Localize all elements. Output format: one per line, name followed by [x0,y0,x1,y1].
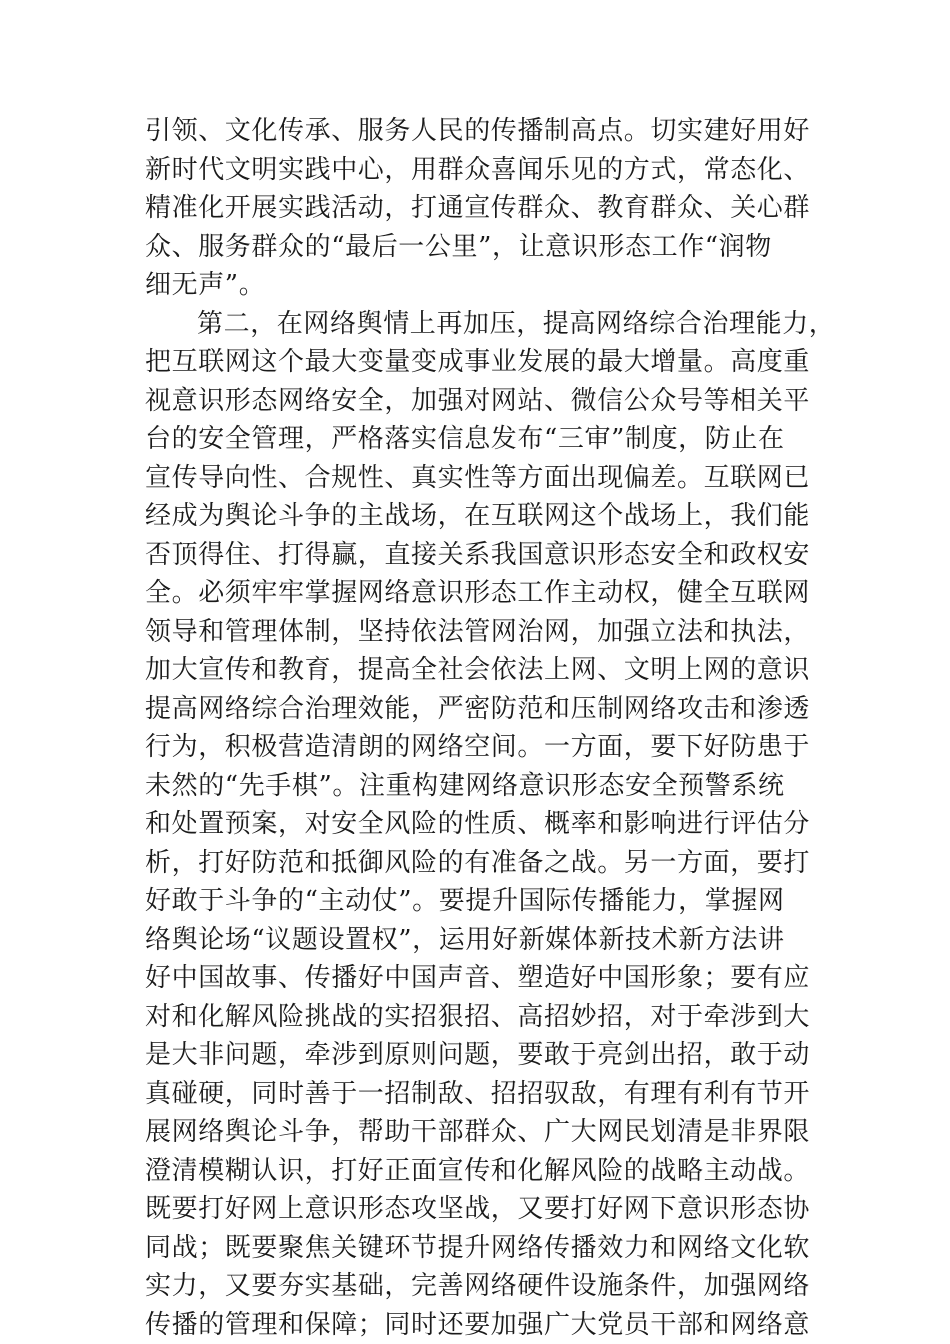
text-line: 好敢于斗争的“主动仗”。要提升国际传播能力，掌握网 [145,886,785,916]
text-line: 展网络舆论斗争，帮助干部群众、广大网民划清是非界限 [145,1117,811,1147]
text-line: 既要打好网上意识形态攻坚战，又要打好网下意识形态协 [145,1194,811,1224]
text-line: 真碰硬，同时善于一招制敌、招招驭敌，有理有利有节开 [145,1078,811,1109]
text-line: 和处置预案，对安全风险的性质、概率和影响进行评估分 [145,809,811,839]
body-text [145,112,835,1344]
text-line: 新时代文明实践中心，用群众喜闻乐见的方式，常态化、 [145,154,811,185]
text-line: 是大非问题，牵涉到原则问题，要敢于亮剑出招，敢于动 [145,1040,811,1070]
text-line: 同战；既要聚焦关键环节提升网络传播效力和网络文化软 [145,1232,811,1263]
text-line: 好中国故事、传播好中国声音、塑造好中国形象；要有应 [145,963,811,993]
text-line: 澄清模糊认识，打好正面宣传和化解风险的战略主动战。 [145,1155,811,1186]
text-line: 把互联网这个最大变量变成事业发展的最大增量。高度重 [145,347,811,377]
text-line: 宣传导向性、合规性、真实性等方面出现偏差。互联网已 [145,462,811,493]
text-line: 传播的管理和保障；同时还要加强广大党员干部和网络意 [145,1309,811,1340]
text-line: 析，打好防范和抵御风险的有准备之战。另一方面，要打 [145,847,811,878]
text-line: 全。必须牢牢掌握网络意识形态工作主动权，健全互联网 [145,578,811,608]
text-line: 否顶得住、打得赢，直接关系我国意识形态安全和政权安 [145,539,811,570]
text-line: 络舆论场“议题设置权”，运用好新媒体新技术新方法讲 [145,924,785,955]
text-line: 行为，积极营造清朗的网络空间。一方面，要下好防患于 [145,732,811,762]
text-line: 众、服务群众的“最后一公里”，让意识形态工作“润物 [145,231,772,262]
text-line: 对和化解风险挑战的实招狠招、高招妙招，对于牵涉到大 [145,1001,811,1032]
text-line: 台的安全管理，严格落实信息发布“三审”制度，防止在 [145,424,785,454]
text-line: 未然的“先手棋”。注重构建网络意识形态安全预警系统 [145,770,785,801]
text-line: 加大宣传和教育，提高全社会依法上网、文明上网的意识 [145,655,811,685]
text-line: 视意识形态网络安全，加强对网站、微信公众号等相关平 [145,385,811,416]
text-line: 经成为舆论斗争的主战场，在互联网这个战场上，我们能 [145,501,811,531]
paragraph-first-line: 第二，在网络舆情上再加压，提高网络综合治理能力， [197,308,836,339]
text-line: 提高网络综合治理效能，严密防范和压制网络攻击和渗透 [145,693,811,724]
text-line: 引领、文化传承、服务人民的传播制高点。切实建好用好 [145,116,811,146]
text-line: 精准化开展实践活动，打通宣传群众、教育群众、关心群 [145,193,811,223]
text-line: 细无声”。 [145,270,266,300]
text-line: 领导和管理体制，坚持依法管网治网，加强立法和执法， [145,616,811,647]
text-line: 实力，又要夯实基础，完善网络硬件设施条件，加强网络 [145,1271,811,1301]
